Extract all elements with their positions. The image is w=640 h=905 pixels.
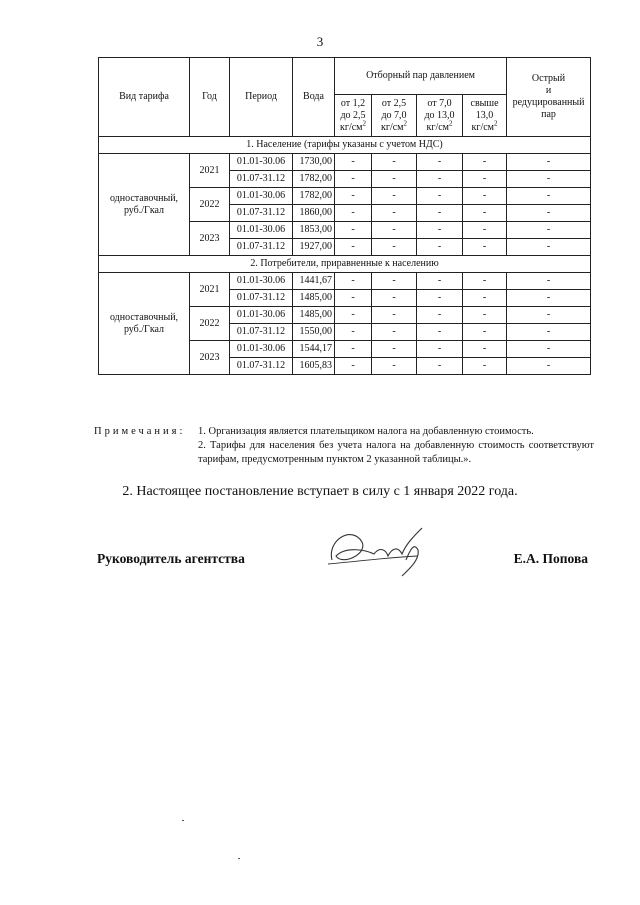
p4-b: 13,0 xyxy=(475,109,494,121)
steam-4-cell: - xyxy=(463,188,507,205)
section-row xyxy=(99,256,591,273)
steam-2-cell: - xyxy=(372,205,417,222)
steam-1-cell: - xyxy=(335,341,372,358)
scan-speck xyxy=(182,820,184,821)
sharp-steam-cell: - xyxy=(507,205,591,222)
sharp-steam-cell: - xyxy=(507,307,591,324)
steam-1-cell: - xyxy=(335,307,372,324)
steam-3-cell: - xyxy=(417,290,463,307)
steam-1-cell: - xyxy=(335,222,372,239)
year-cell: 2021 xyxy=(190,154,230,188)
year-cell: 2023 xyxy=(190,222,230,256)
water-cell: 1853,00 xyxy=(293,222,335,239)
p4-a: свыше xyxy=(470,97,499,109)
scan-speck xyxy=(238,858,240,859)
p2-unit: кг/см xyxy=(380,121,404,133)
steam-2-cell: - xyxy=(372,324,417,341)
page-number: 3 xyxy=(316,34,324,49)
year-cell: 2021 xyxy=(190,273,230,307)
note-1: 1. Организация является плательщиком налога на добавленную стоимость. xyxy=(198,426,534,437)
period-cell: 01.07-31.12 xyxy=(230,205,293,222)
signatory-position: Руководитель агентства xyxy=(97,551,245,566)
sharp-steam-cell: - xyxy=(507,154,591,171)
decree-paragraph: 2. Настоящее постановление вступает в силу с 1 января 2022 года. xyxy=(122,484,518,499)
p4-unit: кг/см xyxy=(471,121,495,133)
sharp-steam-cell: - xyxy=(507,273,591,290)
steam-2-cell: - xyxy=(372,239,417,256)
p3-b: до 13,0 xyxy=(424,109,455,121)
period-cell: 01.07-31.12 xyxy=(230,358,293,375)
p3-sup: 2 xyxy=(449,119,453,128)
water-cell: 1927,00 xyxy=(293,239,335,256)
p3-a: от 7,0 xyxy=(427,97,452,109)
signatory-name: Е.А. Попова xyxy=(513,551,588,566)
header-sharp-line1: Острый xyxy=(531,73,566,84)
water-cell: 1782,00 xyxy=(293,188,335,205)
year-cell: 2022 xyxy=(190,307,230,341)
sharp-steam-cell: - xyxy=(507,341,591,358)
header-sharp-line3: редуцированный xyxy=(512,97,585,108)
header-tariff-type: Вид тарифа xyxy=(99,58,190,137)
p4-sup: 2 xyxy=(494,119,498,128)
tariff-type-line2: руб./Гкал xyxy=(123,204,165,216)
steam-1-cell: - xyxy=(335,273,372,290)
section-row xyxy=(99,137,591,154)
p3-c xyxy=(419,119,460,134)
steam-3-cell: - xyxy=(417,273,463,290)
section-title: 1. Население (тарифы указаны с учетом НДС) xyxy=(99,137,591,154)
steam-1-cell: - xyxy=(335,358,372,375)
p1-unit: кг/см xyxy=(339,121,363,133)
steam-1-cell: - xyxy=(335,205,372,222)
steam-2-cell: - xyxy=(372,307,417,324)
steam-2-cell: - xyxy=(372,171,417,188)
steam-1-cell: - xyxy=(335,324,372,341)
header-steam: Отборный пар давлением xyxy=(335,58,507,95)
steam-3-cell: - xyxy=(417,222,463,239)
steam-3-cell: - xyxy=(417,154,463,171)
note-2: 2. Тарифы для населения без учета налога на добавленную стоимость соответствуют тарифам, предусмотренным пунктом 2 указанной таблицы.». xyxy=(198,440,594,465)
period-cell: 01.07-31.12 xyxy=(230,290,293,307)
p2-a: от 2,5 xyxy=(381,97,407,109)
p1-sup: 2 xyxy=(362,119,366,128)
steam-2-cell: - xyxy=(372,188,417,205)
steam-1-cell: - xyxy=(335,239,372,256)
water-cell: 1544,17 xyxy=(293,341,335,358)
steam-2-cell: - xyxy=(372,273,417,290)
sharp-steam-cell: - xyxy=(507,290,591,307)
header-sharp-line4: пар xyxy=(541,109,556,120)
sharp-steam-cell: - xyxy=(507,239,591,256)
header-sharp-line2: и xyxy=(545,85,552,96)
tariff-type-line1: одноставочный, xyxy=(109,311,179,323)
steam-4-cell: - xyxy=(463,273,507,290)
water-cell: 1485,00 xyxy=(293,307,335,324)
header-water: Вода xyxy=(293,58,335,137)
steam-1-cell: - xyxy=(335,171,372,188)
steam-3-cell: - xyxy=(417,205,463,222)
sharp-steam-cell: - xyxy=(507,222,591,239)
header-pressure-2 xyxy=(372,95,417,137)
tariff-table xyxy=(98,57,591,375)
header-year: Год xyxy=(190,58,230,137)
p1-b: до 2,5 xyxy=(340,109,366,121)
steam-3-cell: - xyxy=(417,341,463,358)
steam-2-cell: - xyxy=(372,290,417,307)
period-cell: 01.01-30.06 xyxy=(230,154,293,171)
steam-2-cell: - xyxy=(372,358,417,375)
p1-c xyxy=(337,119,369,134)
header-sharp-steam xyxy=(507,58,591,137)
year-cell: 2023 xyxy=(190,341,230,375)
steam-4-cell: - xyxy=(463,239,507,256)
steam-4-cell: - xyxy=(463,358,507,375)
steam-4-cell: - xyxy=(463,307,507,324)
table-row xyxy=(99,154,591,171)
p4-c xyxy=(465,119,504,134)
period-cell: 01.01-30.06 xyxy=(230,222,293,239)
water-cell: 1441,67 xyxy=(293,273,335,290)
steam-4-cell: - xyxy=(463,205,507,222)
steam-2-cell: - xyxy=(372,154,417,171)
handwritten-signature xyxy=(322,520,432,578)
steam-4-cell: - xyxy=(463,222,507,239)
p2-b: до 7,0 xyxy=(381,109,407,121)
header-pressure-4 xyxy=(463,95,507,137)
period-cell: 01.01-30.06 xyxy=(230,341,293,358)
tariff-type-line2: руб./Гкал xyxy=(123,323,165,335)
section-title: 2. Потребители, приравненные к населению xyxy=(99,256,591,273)
p2-sup: 2 xyxy=(403,119,407,128)
sharp-steam-cell: - xyxy=(507,358,591,375)
sharp-steam-cell: - xyxy=(507,171,591,188)
header-period: Период xyxy=(230,58,293,137)
water-cell: 1782,00 xyxy=(293,171,335,188)
steam-1-cell: - xyxy=(335,290,372,307)
p2-c xyxy=(374,119,414,134)
steam-1-cell: - xyxy=(335,154,372,171)
year-cell: 2022 xyxy=(190,188,230,222)
sharp-steam-cell: - xyxy=(507,188,591,205)
steam-2-cell: - xyxy=(372,341,417,358)
steam-3-cell: - xyxy=(417,171,463,188)
period-cell: 01.07-31.12 xyxy=(230,239,293,256)
steam-3-cell: - xyxy=(417,324,463,341)
steam-3-cell: - xyxy=(417,188,463,205)
water-cell: 1730,00 xyxy=(293,154,335,171)
p1-a: от 1,2 xyxy=(340,97,366,109)
steam-2-cell: - xyxy=(372,222,417,239)
tariff-type-cell xyxy=(99,154,190,256)
tariff-type-line1: одноставочный, xyxy=(109,192,179,204)
steam-3-cell: - xyxy=(417,358,463,375)
water-cell: 1860,00 xyxy=(293,205,335,222)
period-cell: 01.01-30.06 xyxy=(230,188,293,205)
table-row xyxy=(99,273,591,290)
sharp-steam-cell: - xyxy=(507,324,591,341)
period-cell: 01.07-31.12 xyxy=(230,171,293,188)
steam-4-cell: - xyxy=(463,171,507,188)
water-cell: 1485,00 xyxy=(293,290,335,307)
tariff-type-cell xyxy=(99,273,190,375)
steam-1-cell: - xyxy=(335,188,372,205)
steam-4-cell: - xyxy=(463,324,507,341)
period-cell: 01.01-30.06 xyxy=(230,273,293,290)
period-cell: 01.07-31.12 xyxy=(230,324,293,341)
p3-unit: кг/см xyxy=(426,121,449,133)
steam-4-cell: - xyxy=(463,341,507,358)
notes-label: Примечания: xyxy=(94,426,186,437)
header-pressure-3 xyxy=(417,95,463,137)
water-cell: 1550,00 xyxy=(293,324,335,341)
steam-3-cell: - xyxy=(417,239,463,256)
steam-4-cell: - xyxy=(463,154,507,171)
steam-3-cell: - xyxy=(417,307,463,324)
period-cell: 01.01-30.06 xyxy=(230,307,293,324)
header-pressure-1 xyxy=(335,95,372,137)
steam-4-cell: - xyxy=(463,290,507,307)
water-cell: 1605,83 xyxy=(293,358,335,375)
